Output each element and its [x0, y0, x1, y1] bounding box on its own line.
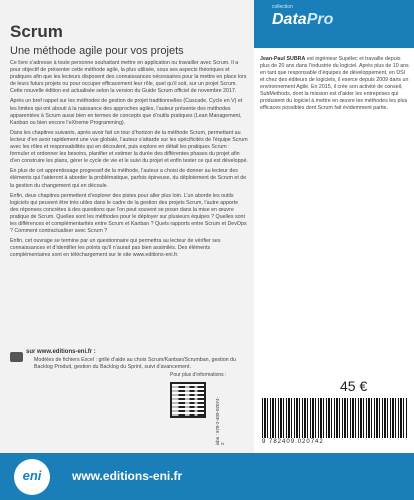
- qr-label: Pour plus d’informations :: [170, 372, 227, 378]
- collection-logo: [272, 11, 333, 29]
- description-paragraph: Dans les chapitres suivants, après avoir fait un tour d’horizon de la méthode Scrum, permettant au lecteur d’en avoir rapidement une vue globale, l’auteur s’attarde sur les spécificités de l’équipe Scrum avec les rôles et responsabilités qui en découlent, puis explore en détail les pratiques Scrum : formuler et ordonner les besoins, planifier et estimer la durée des différentes phases du projet afin d’en construire les plans, gérer le cycle de vie et le suivi du projet et enfin tester ce qui est développé.: [10, 129, 248, 165]
- description-paragraph: Enfin, cet ouvrage se termine par un questionnaire qui permettra au lecteur de vérifier ses connaissances et d’identifier les points qu’il n’aurait pas bien assimilés. Des éléments complémentaires sont en téléchargement sur le site www.editions-eni.fr.: [10, 238, 221, 259]
- description-paragraph: Enfin, deux chapitres permettent d’explorer des pistes pour aller plus loin. L’un aborde les outils logiciels qui peuvent être très utiles dans le cadre de la gestion des projets Scrum, l’autre apporte des réponses concrètes à des questions que l’on peut souvent se poser dans la mise en œuvre pratique de Scrum. Quelles sont les méthodes pour le déployer sur plusieurs équipes ? Quelles sont les différences et complémentarités entre Scrum et Kanban ? Quels rapports entre Scrum et DevOps ? Comment contractualiser avec Scrum ?: [10, 192, 247, 235]
- download-item: Modèles de fichiers Excel : grille d’aide au choix Scrum/Kanban/Scrumban, gestion du Backlog Produit, gestion du Backlog du Sprint, suivi d’avancement.: [34, 357, 236, 370]
- isbn: isbn : 978-2-409-02074-2: [215, 396, 225, 445]
- download-icon: [10, 352, 23, 362]
- author-name: Jean-Paul SUBRA: [260, 56, 306, 62]
- description-paragraph: Ce livre s’adresse à toute personne souhaitant mettre en application ou travailler avec Scrum. Il a pour objectif de présenter cette méthode agile, la plus utilisée, sous ses aspects théoriques et pratiques afin que les lecteurs disposent des connaissances nécessaires pour la mettre en place lors de leurs futurs projets ou pour occuper efficacement leur rôle, quel qu’il soit, sur un projet Scrum. Cette nouvelle édition est actualisée selon la version du Guide Scrum officiel de novembre 2017.: [10, 60, 247, 95]
- qr-code-icon[interactable]: [170, 382, 206, 418]
- collection-name-b: Pro: [306, 11, 334, 28]
- download-site-label: sur www.editions-eni.fr :: [26, 349, 96, 355]
- eni-logo-text: eni: [22, 468, 42, 483]
- download-info: [26, 349, 246, 371]
- collection-name-a: Data: [272, 11, 307, 28]
- author-bio-text: est ingénieur Supélec et travaille depuis plus de 20 ans dans l’industrie du logiciel. Après plus de 10 ans en tant que responsable d’équipes de développement, en DSI et chez des éditeurs de logiciels, il exerce depuis 2009 dans un environnement Agile. En 2015, il crée son activité de conseil, SubMethods, dont la mission est d’aider les entreprises qui produisent du logiciel à mettre en œuvre les méthodes les plus efficaces possibles dont Scrum fait évidemment partie.: [260, 56, 409, 111]
- price: 45 €: [340, 378, 368, 394]
- book-title: Scrum: [10, 22, 63, 41]
- footer-website-link[interactable]: www.editions-eni.fr: [72, 469, 183, 483]
- collection-banner: [254, 0, 414, 48]
- author-bio: [260, 56, 410, 112]
- description-paragraph: Après un bref rappel sur les méthodes de gestion de projet traditionnelles (Cascade, Cycle en V) et les limites qui ont abouti à la naissance des approches agiles, l’auteur présente des méthodes apparentées à Scrum aussi bien en termes de concepts que d’outils pratiques (Lean Management, Kanban ou bien encore l’eXtreme Programming).: [10, 98, 243, 126]
- book-subtitle: Une méthode agile pour vos projets: [10, 45, 184, 57]
- collection-label: collection: [272, 4, 293, 10]
- description-paragraph: En plus de cet apprentissage progressif de la méthode, l’auteur a choisi de donner au lecteur des éléments qui l’aideront à aborder la problématique, parfois épineuse, du déploiement de Scrum et de la gestion du changement qui en découle.: [10, 168, 247, 189]
- description: [10, 60, 248, 262]
- barcode-number: 9 782409 020742: [262, 439, 324, 445]
- barcode-icon: [262, 398, 407, 438]
- eni-logo: [14, 459, 50, 495]
- footer-bar: [0, 453, 414, 500]
